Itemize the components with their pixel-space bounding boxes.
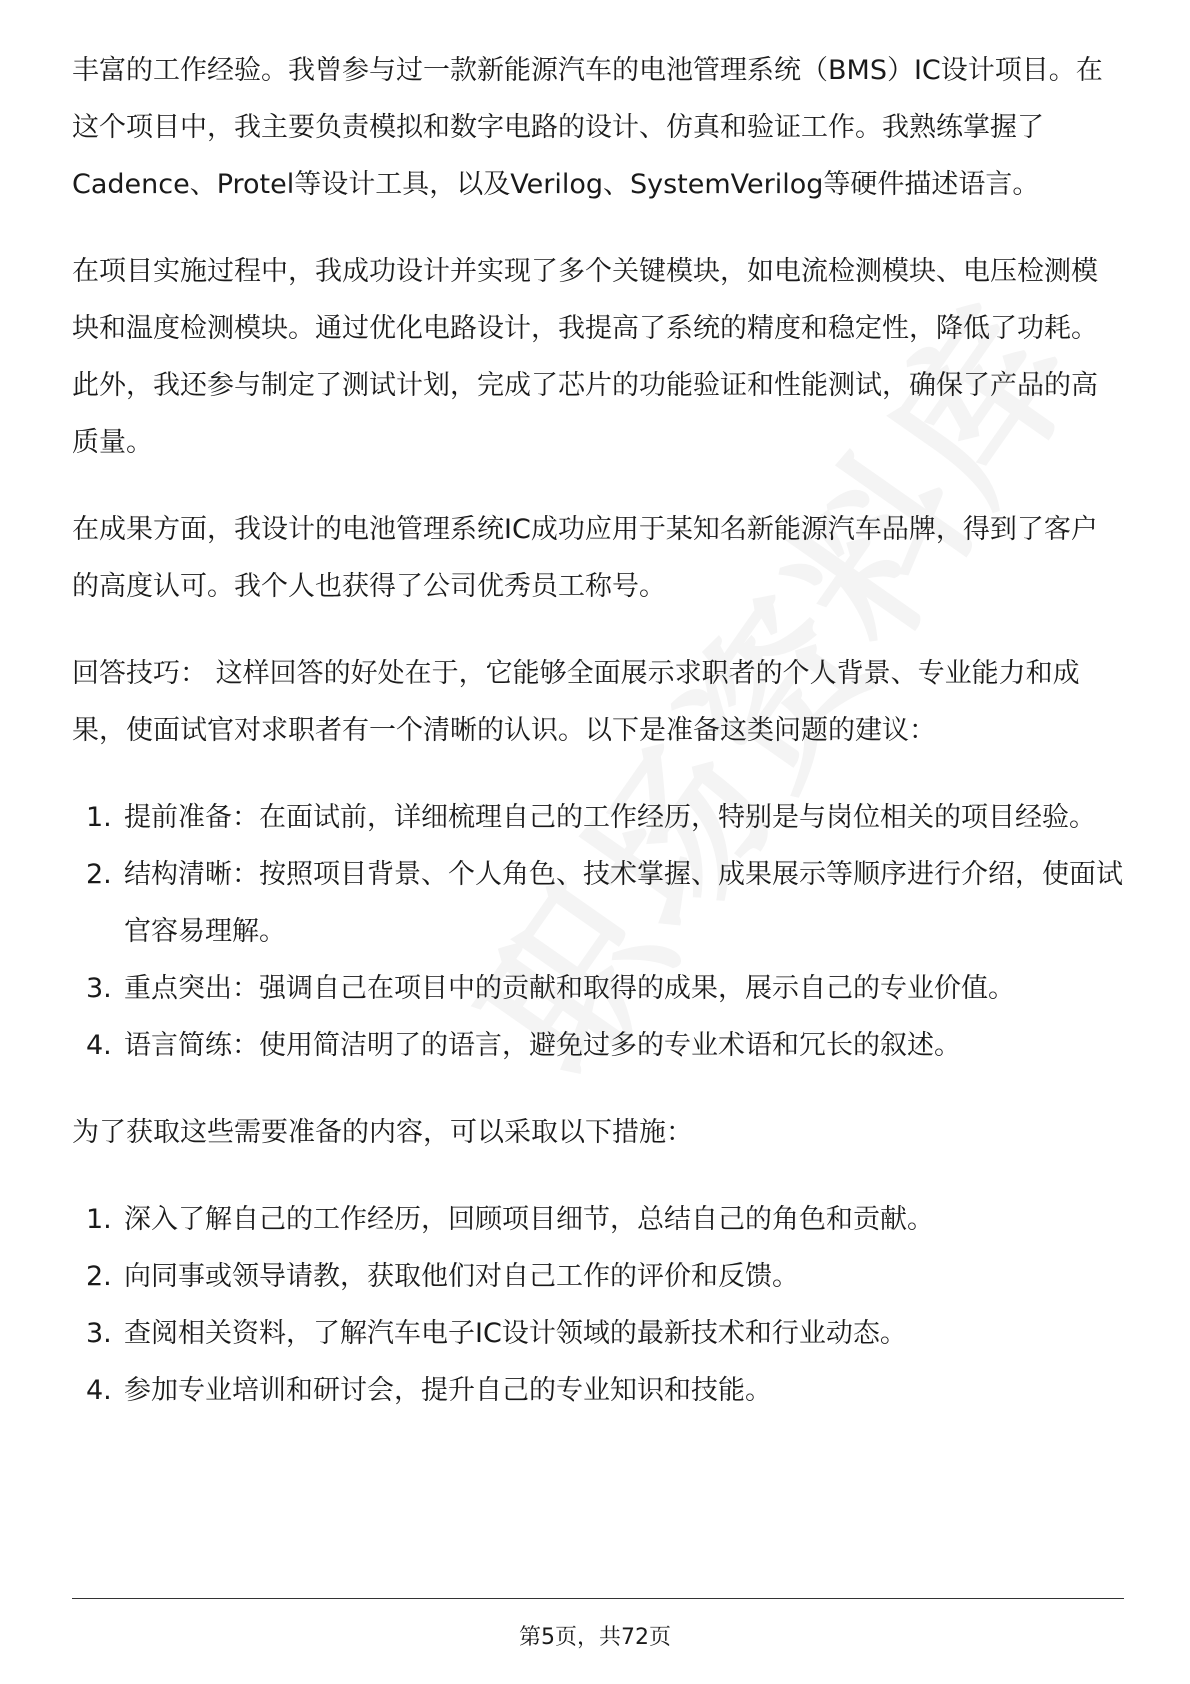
list-item bbox=[72, 1248, 1124, 1305]
list-item-text: 深入了解自己的工作经历，回顾项目细节，总结自己的角色和贡献。 bbox=[124, 1204, 934, 1235]
list-item bbox=[72, 846, 1124, 960]
list-item-text: 语言简练：使用简洁明了的语言，避免过多的专业术语和冗长的叙述。 bbox=[124, 1030, 961, 1061]
page-number: 第5页，共72页 bbox=[519, 1625, 671, 1650]
list-number: 2. bbox=[86, 859, 112, 890]
list-item-text: 查阅相关资料，了解汽车电子IC设计领域的最新技术和行业动态。 bbox=[124, 1318, 907, 1349]
paragraph-experience: 丰富的工作经验。我曾参与过一款新能源汽车的电池管理系统（BMS）IC设计项目。在这个项目中，我主要负责模拟和数字电路的设计、仿真和验证工作。我熟练掌握了Cadence、Protel等设计工具，以及Verilog、SystemVerilog等硬件描述语言。 bbox=[72, 55, 1103, 200]
paragraph-measures-intro: 为了获取这些需要准备的内容，可以采取以下措施： bbox=[72, 1117, 693, 1148]
measures-list bbox=[72, 1191, 1124, 1419]
list-number: 2. bbox=[86, 1261, 112, 1292]
list-item bbox=[72, 1362, 1124, 1419]
document-body bbox=[72, 42, 1124, 1449]
paragraph-results: 在成果方面，我设计的电池管理系统IC成功应用于某知名新能源汽车品牌，得到了客户的高度认可。我个人也获得了公司优秀员工称号。 bbox=[72, 514, 1098, 602]
list-item-text: 参加专业培训和研讨会，提升自己的专业知识和技能。 bbox=[124, 1375, 772, 1406]
list-number: 3. bbox=[86, 973, 112, 1004]
paragraph-implementation: 在项目实施过程中，我成功设计并实现了多个关键模块，如电流检测模块、电压检测模块和温度检测模块。通过优化电路设计，我提高了系统的精度和稳定性，降低了功耗。此外，我还参与制定了测试计划，完成了芯片的功能验证和性能测试，确保了产品的高质量。 bbox=[72, 256, 1098, 458]
list-item bbox=[72, 1017, 1124, 1074]
paragraph-answer-tips: 回答技巧： 这样回答的好处在于，它能够全面展示求职者的个人背景、专业能力和成果，使面试官对求职者有一个清晰的认识。以下是准备这类问题的建议： bbox=[72, 658, 1080, 746]
list-item bbox=[72, 789, 1124, 846]
list-item-text: 向同事或领导请教，获取他们对自己工作的评价和反馈。 bbox=[124, 1261, 799, 1292]
list-number: 4. bbox=[86, 1375, 112, 1406]
list-item-text: 结构清晰：按照项目背景、个人角色、技术掌握、成果展示等顺序进行介绍，使面试官容易理解。 bbox=[124, 859, 1123, 947]
list-item bbox=[72, 960, 1124, 1017]
list-number: 1. bbox=[86, 1204, 112, 1235]
footer-divider bbox=[72, 1598, 1124, 1599]
list-item-text: 提前准备：在面试前，详细梳理自己的工作经历，特别是与岗位相关的项目经验。 bbox=[124, 802, 1096, 833]
list-item bbox=[72, 1191, 1124, 1248]
tips-list bbox=[72, 789, 1124, 1074]
list-item bbox=[72, 1305, 1124, 1362]
list-number: 3. bbox=[86, 1318, 112, 1349]
list-number: 4. bbox=[86, 1030, 112, 1061]
list-number: 1. bbox=[86, 802, 112, 833]
list-item-text: 重点突出：强调自己在项目中的贡献和取得的成果，展示自己的专业价值。 bbox=[124, 973, 1015, 1004]
